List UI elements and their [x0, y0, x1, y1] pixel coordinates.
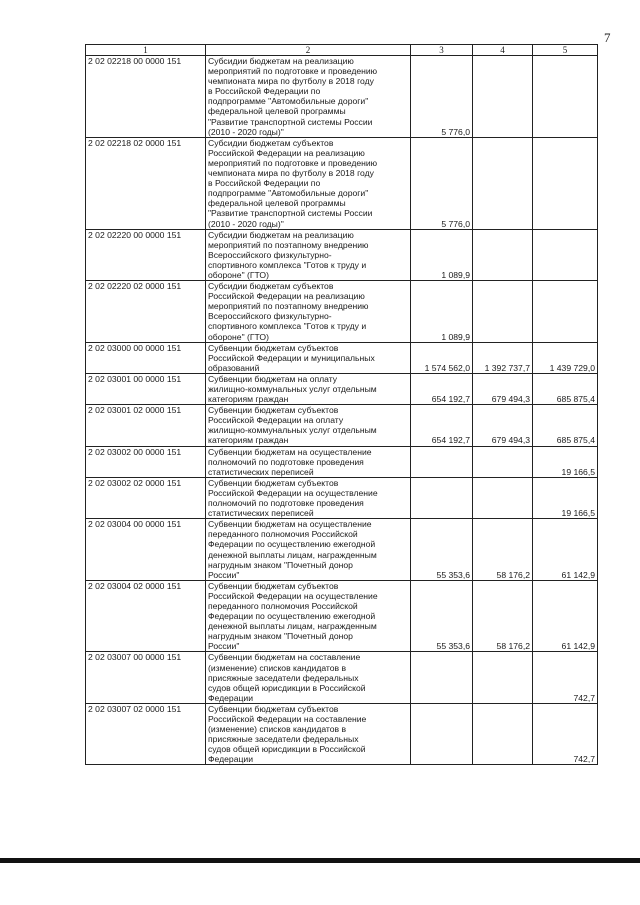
budget-code-cell: 2 02 03004 00 0000 151 — [86, 519, 206, 581]
description-cell: Субсидии бюджетам на реализацию мероприятий по подготовке и проведению чемпионата мира по футболу в 2018 году в Российской Федерации по подпрограмме "Автомобильные дороги" федеральной целевой программы "Развитие транспортной системы России (2010 - 2020 годы)" — [206, 56, 411, 138]
description-cell: Субсидии бюджетам субъектов Российской Федерации на реализацию мероприятий по поэтапному внедрению Всероссийского физкультурно- спортивного комплекса "Готов к труду и обороне" (ГТО) — [206, 281, 411, 343]
column-header: 3 — [411, 45, 473, 56]
budget-code-cell: 2 02 03002 00 0000 151 — [86, 446, 206, 477]
amount-col3-cell — [411, 446, 473, 477]
amount-col5-cell: 685 875,4 — [533, 373, 598, 404]
budget-code-cell: 2 02 03004 02 0000 151 — [86, 580, 206, 652]
column-header: 1 — [86, 45, 206, 56]
amount-col3-cell — [411, 703, 473, 765]
budget-code-cell: 2 02 02218 00 0000 151 — [86, 56, 206, 138]
page-number: 7 — [604, 30, 611, 45]
amount-col5-cell: 19 166,5 — [533, 477, 598, 518]
budget-table — [85, 44, 598, 765]
description-cell: Субвенции бюджетам на составление (изменение) списков кандидатов в присяжные заседатели федеральных судов общей юрисдикции в Российской Федерации — [206, 652, 411, 703]
table-row — [86, 519, 598, 581]
budget-code-cell: 2 02 03007 00 0000 151 — [86, 652, 206, 703]
amount-col4-cell — [473, 281, 533, 343]
amount-col3-cell — [411, 477, 473, 518]
table-header-row — [86, 45, 598, 56]
budget-code-cell: 2 02 02220 02 0000 151 — [86, 281, 206, 343]
column-header: 2 — [206, 45, 411, 56]
amount-col5-cell: 742,7 — [533, 652, 598, 703]
amount-col4-cell: 1 392 737,7 — [473, 342, 533, 373]
table-row — [86, 477, 598, 518]
description-cell: Субвенции бюджетам на осуществление полномочий по подготовке проведения статистических переписей — [206, 446, 411, 477]
amount-col3-cell: 654 192,7 — [411, 405, 473, 446]
amount-col5-cell — [533, 281, 598, 343]
description-cell: Субвенции бюджетам субъектов Российской Федерации на оплату жилищно-коммунальных услуг отдельным категориям граждан — [206, 405, 411, 446]
amount-col4-cell — [473, 446, 533, 477]
amount-col5-cell: 19 166,5 — [533, 446, 598, 477]
amount-col4-cell: 58 176,2 — [473, 519, 533, 581]
description-cell: Субвенции бюджетам на оплату жилищно-коммунальных услуг отдельным категориям граждан — [206, 373, 411, 404]
description-cell: Субвенции бюджетам на осуществление переданного полномочия Российской Федерации по осуществлению ежегодной денежной выплаты лицам, награжденным нагрудным знаком "Почетный донор России" — [206, 519, 411, 581]
amount-col3-cell: 654 192,7 — [411, 373, 473, 404]
description-cell: Субвенции бюджетам субъектов Российской Федерации и муниципальных образований — [206, 342, 411, 373]
table-row — [86, 137, 598, 229]
budget-code-cell: 2 02 02220 00 0000 151 — [86, 229, 206, 280]
description-cell: Субвенции бюджетам субъектов Российской Федерации на осуществление полномочий по подготовке проведения статистических переписей — [206, 477, 411, 518]
column-header: 4 — [473, 45, 533, 56]
amount-col3-cell: 5 776,0 — [411, 137, 473, 229]
amount-col3-cell: 1 089,9 — [411, 229, 473, 280]
column-header: 5 — [533, 45, 598, 56]
amount-col5-cell — [533, 229, 598, 280]
amount-col3-cell: 1 089,9 — [411, 281, 473, 343]
table-row — [86, 229, 598, 280]
table-row — [86, 342, 598, 373]
description-cell: Субвенции бюджетам субъектов Российской Федерации на составление (изменение) списков кандидатов в присяжные заседатели федеральных судов общей юрисдикции в Российской Федерации — [206, 703, 411, 765]
description-cell: Субвенции бюджетам субъектов Российской Федерации на осуществление переданного полномочия Российской Федерации по осуществлению ежегодной денежной выплаты лицам, награжденным нагрудным знаком "Почетный донор России" — [206, 580, 411, 652]
budget-code-cell: 2 02 03001 02 0000 151 — [86, 405, 206, 446]
amount-col5-cell — [533, 56, 598, 138]
amount-col4-cell — [473, 229, 533, 280]
table-row — [86, 703, 598, 765]
amount-col4-cell: 679 494,3 — [473, 405, 533, 446]
amount-col5-cell: 742,7 — [533, 703, 598, 765]
amount-col5-cell: 61 142,9 — [533, 580, 598, 652]
table-row — [86, 652, 598, 703]
amount-col5-cell: 61 142,9 — [533, 519, 598, 581]
budget-code-cell: 2 02 02218 02 0000 151 — [86, 137, 206, 229]
table-row — [86, 281, 598, 343]
amount-col3-cell: 55 353,6 — [411, 519, 473, 581]
amount-col5-cell: 685 875,4 — [533, 405, 598, 446]
description-cell: Субсидии бюджетам субъектов Российской Федерации на реализацию мероприятий по подготовке и проведению чемпионата мира по футболу в 2018 году в Российской Федерации по подпрограмме "Автомобильные дороги" федеральной целевой программы "Развитие транспортной системы России (2010 - 2020 годы)" — [206, 137, 411, 229]
amount-col4-cell — [473, 652, 533, 703]
amount-col5-cell: 1 439 729,0 — [533, 342, 598, 373]
scan-bottom-bar — [0, 858, 640, 863]
table-row — [86, 580, 598, 652]
budget-code-cell: 2 02 03000 00 0000 151 — [86, 342, 206, 373]
table-row — [86, 373, 598, 404]
amount-col3-cell: 1 574 562,0 — [411, 342, 473, 373]
table-row — [86, 405, 598, 446]
budget-code-cell: 2 02 03002 02 0000 151 — [86, 477, 206, 518]
budget-code-cell: 2 02 03007 02 0000 151 — [86, 703, 206, 765]
amount-col4-cell — [473, 137, 533, 229]
amount-col4-cell: 679 494,3 — [473, 373, 533, 404]
budget-code-cell: 2 02 03001 00 0000 151 — [86, 373, 206, 404]
amount-col4-cell — [473, 477, 533, 518]
amount-col4-cell — [473, 703, 533, 765]
amount-col3-cell: 5 776,0 — [411, 56, 473, 138]
amount-col3-cell: 55 353,6 — [411, 580, 473, 652]
amount-col5-cell — [533, 137, 598, 229]
table-row — [86, 56, 598, 138]
amount-col3-cell — [411, 652, 473, 703]
amount-col4-cell — [473, 56, 533, 138]
table-row — [86, 446, 598, 477]
amount-col4-cell: 58 176,2 — [473, 580, 533, 652]
description-cell: Субсидии бюджетам на реализацию мероприятий по поэтапному внедрению Всероссийского физкультурно- спортивного комплекса "Готов к труду и обороне" (ГТО) — [206, 229, 411, 280]
